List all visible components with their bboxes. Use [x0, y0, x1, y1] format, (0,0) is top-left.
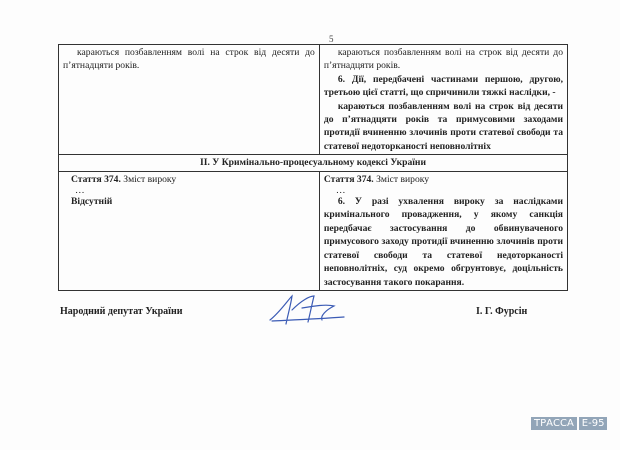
- right-cell: [319, 45, 567, 155]
- deputy-title: Народний депутат України: [60, 306, 183, 317]
- watermark: [531, 417, 607, 430]
- right-text-2: 6. Дії, передбачені частинами першою, другою, третьою цієї статті, що спричинили тяжкі наслідки, -: [323, 73, 563, 99]
- section-title: ІІ. У Кримінально-процесуальному кодексі України: [59, 155, 568, 171]
- handwritten-signature: [262, 290, 352, 335]
- right-article-heading: Стаття 374. Зміст вироку: [323, 173, 430, 185]
- right-text-3: караються позбавленням волі на строк від десяти до п’ятнадцяти років та примусовими заходами протидії вчиненню злочинів проти статевої свободи та статевої недоторканості неповнолітніх: [323, 100, 563, 152]
- watermark-brand: ТРАССА: [531, 417, 577, 430]
- left-cell: [59, 171, 320, 290]
- table-row: [59, 171, 568, 290]
- right-article-text: 6. У разі ухвалення вироку за наслідками кримінального провадження, у якому санкція передбачає застосування до обвинуваченого примусового заходу протидії вчиненню злочинів проти статевої свободи та статевої недоторканості неповнолітніх, суд окремо обгрунтовує, доцільність застосування такого покарання.: [323, 196, 563, 288]
- comparison-table: [58, 44, 568, 291]
- left-ellipsis: …: [75, 185, 85, 197]
- left-absent-text: Відсутній: [71, 196, 113, 208]
- right-text-1: караються позбавленням волі на строк від десяти до п’ятнадцяти років.: [323, 47, 563, 72]
- right-ellipsis: …: [335, 185, 346, 197]
- left-article-heading: Стаття 374. Зміст вироку: [71, 173, 177, 185]
- right-cell: [319, 171, 567, 290]
- watermark-route: Е-95: [579, 417, 608, 430]
- section-heading-row: [59, 155, 568, 171]
- table-row: [59, 45, 568, 155]
- left-text: караються позбавленням волі на строк від десяти до п’ятнадцяти років.: [63, 47, 315, 72]
- deputy-name: І. Г. Фурсін: [476, 306, 528, 317]
- page-number: 5: [329, 34, 334, 44]
- left-cell: [59, 45, 320, 155]
